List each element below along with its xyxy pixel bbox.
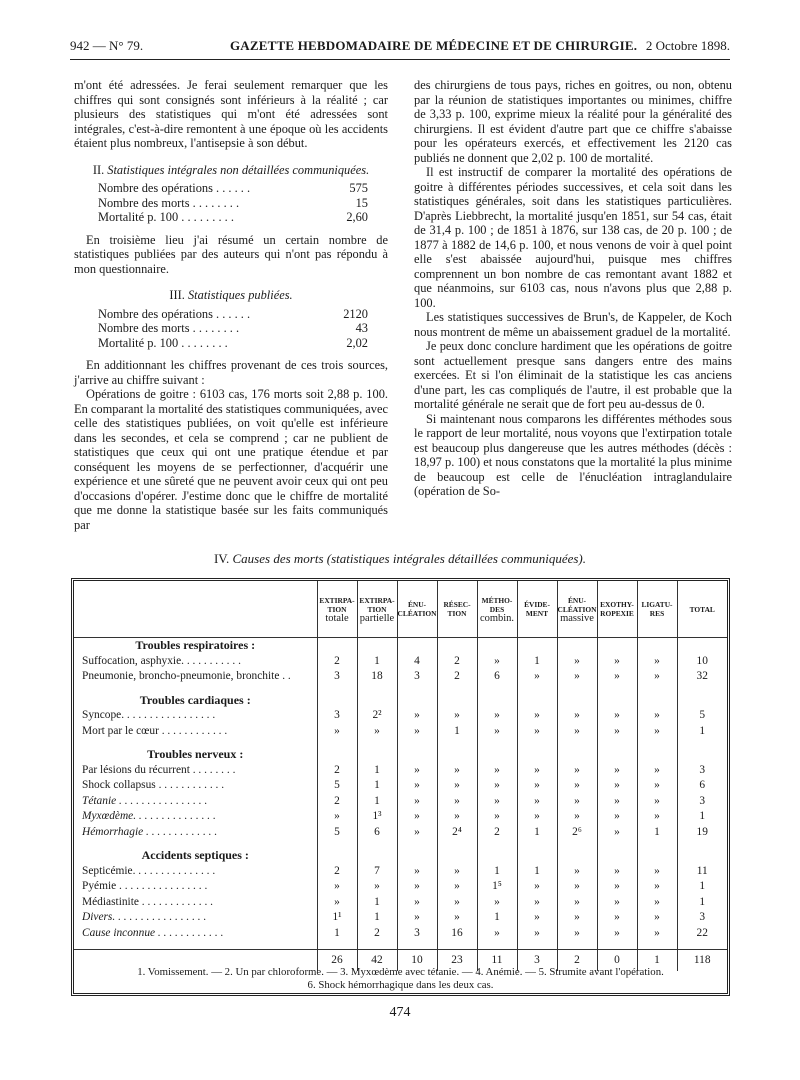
table-cell: » <box>517 926 557 942</box>
table-cell: » <box>437 778 477 794</box>
table-cell: » <box>397 825 437 841</box>
page-folio: 474 <box>389 1005 411 1020</box>
table-cell: » <box>637 809 677 825</box>
table-cell: » <box>637 778 677 794</box>
table-cell: » <box>477 809 517 825</box>
footnote-line: 1. Vomissement. — 2. Un par chloroforme. — 3. Myxœdème avec tétanie. — 4. Anémie. — 5. Strumite avant l'opération. <box>137 966 664 978</box>
table-cell: 1 <box>477 910 517 926</box>
section-heading-iii: III. Statistiques publiées. <box>169 288 293 302</box>
table-row <box>74 825 727 841</box>
column-header: ÉVIDE- MENT <box>517 581 557 638</box>
table-row <box>74 708 727 724</box>
journal-title: GAZETTE HEBDOMADAIRE DE MÉDECINE ET DE CHIRURGIE. <box>230 38 638 53</box>
table-row <box>74 895 727 911</box>
table-cell: 32 <box>677 669 727 685</box>
table-cell: 2⁴ <box>437 825 477 841</box>
table-cell: » <box>517 763 557 779</box>
table-cell: » <box>637 763 677 779</box>
table-cell: 18 <box>357 669 397 685</box>
cause-label: Hémorrhagie . . . . . . . . . . . . . <box>82 825 218 838</box>
table-cell: » <box>397 794 437 810</box>
table-cell: 1 <box>677 895 727 911</box>
table-row <box>74 778 727 794</box>
table-cell: 2 <box>317 763 357 779</box>
page-number-header: 942 — N° 79. <box>70 38 144 53</box>
footnote-line: 6. Shock hémorrhagique dans les deux cas. <box>307 979 494 991</box>
stat-row: Nombre des opérations . . . . . . 575 <box>98 181 368 195</box>
cause-label: Myxœdème. . . . . . . . . . . . . . . <box>82 810 216 822</box>
table-cell: 6 <box>357 825 397 841</box>
table-row <box>74 879 727 895</box>
table-cell: » <box>597 794 637 810</box>
table-cell: 1 <box>357 654 397 670</box>
table-cell: » <box>557 763 597 779</box>
table-cell: » <box>597 724 637 740</box>
table-cell: 6 <box>677 778 727 794</box>
paragraph: Je peux donc conclure hardiment que les opérations de goitre sont actuellement presque sans dangers entre des mains exercées. Et si l'on éliminait de la statistique les cas anciens d'une part, les cas compliqués de l'autre, il est probable que la mortalité générale ne serait que de fort peu au-dessus de 0. <box>414 339 732 411</box>
paragraph: Si maintenant nous comparons les différentes méthodes sous le rapport de leur mortalité, nous voyons que l'extirpation totale est beaucoup plus dangereuse que les autres méthodes (décès : 18,97 p. 100) et nous constatons que la mortalité la plus minime de beaucoup est celle de l'énucléation intraglandulaire (opération de So- <box>414 411 732 498</box>
left-column <box>74 78 388 532</box>
table-cell: 2² <box>357 708 397 724</box>
table-cell: 7 <box>357 864 397 880</box>
table-cell: » <box>517 669 557 685</box>
right-column <box>414 78 732 499</box>
table-cell: » <box>557 794 597 810</box>
table-caption: IV. Causes des morts (statistiques intégrales détaillées communiquées). <box>213 551 587 566</box>
paragraph: En additionnant les chiffres provenant de ces trois sources, j'arrive au chiffre suivant : <box>74 358 388 387</box>
column-header: TOTAL <box>677 581 727 638</box>
cause-label: Par lésions du récurrent . . . . . . . . <box>82 763 236 776</box>
table-cell: » <box>637 864 677 880</box>
table-cell: 2 <box>477 825 517 841</box>
table-cell: 3 <box>317 708 357 724</box>
table-cell: » <box>397 879 437 895</box>
table-row <box>74 669 727 685</box>
running-header <box>70 38 730 60</box>
total-cell: 11 <box>477 949 517 971</box>
table-cell: » <box>477 926 517 942</box>
table-cell: 2 <box>357 926 397 942</box>
total-cell: 3 <box>517 949 557 971</box>
row-label-header <box>74 581 317 638</box>
table-cell: » <box>517 778 557 794</box>
table-cell: » <box>597 778 637 794</box>
table-cell: » <box>317 724 357 740</box>
column-header: RÉSEC- TION <box>437 581 477 638</box>
table-cell: » <box>557 778 597 794</box>
cause-label: Pneumonie, broncho-pneumonie, bronchite . . <box>82 670 291 682</box>
paragraph: m'ont été adressées. Je ferai seulement remarquer que les chiffres qui sont consignés sont inférieurs à la réalité ; car plusieurs des statistiques qui m'ont été adressées sont intégrales, c'est-à-dire remontent à une époque où les accidents étaient plus nombreux, l'antisepsie à son début. <box>74 78 388 150</box>
table-cell: » <box>637 926 677 942</box>
table-cell: » <box>597 708 637 724</box>
table-cell: 3 <box>397 926 437 942</box>
group-heading-row <box>74 638 727 654</box>
table-cell: » <box>557 926 597 942</box>
group-heading-row <box>74 848 727 864</box>
table-cell: » <box>517 708 557 724</box>
table-cell: » <box>397 864 437 880</box>
paragraph: Il est instructif de comparer la mortalité des opérations de goitre à différentes périodes successives, et cela soit dans les statistiques générales, soit dans les statistiques particulières. D'après Liebbrecht, la mortalité jusqu'en 1851, sur 54 cas, était de 31,4 p. 100 ; de 1851 à 1876, sur 138 cas, de 20 p. 100 ; de 1877 à 1882 de 14,6 p. 100, et nous venons de voir à quel point elle s'est abaissée aujourd'hui, puisque mes chiffres comprennent un bon nombre de cas remontant avant 1882 et que néanmoins, sur 6103 cas, nous n'avons plus que 2,88 p. 100. <box>414 165 732 310</box>
stat-row: Nombre des opérations . . . . . . 2120 <box>98 306 368 321</box>
table-cell: 2 <box>317 654 357 670</box>
table-cell: 1 <box>317 926 357 942</box>
table-cell: » <box>437 794 477 810</box>
table-cell: » <box>437 910 477 926</box>
table-cell: » <box>437 895 477 911</box>
table-row <box>74 794 727 810</box>
table-cell: » <box>597 864 637 880</box>
table-cell: 1 <box>357 910 397 926</box>
table-cell: 3 <box>677 763 727 779</box>
table-cell: » <box>517 794 557 810</box>
total-cell: 26 <box>317 949 357 971</box>
table-cell: 1 <box>677 724 727 740</box>
table-cell: 5 <box>317 778 357 794</box>
table-cell: » <box>637 879 677 895</box>
total-cell: 10 <box>397 949 437 971</box>
table-cell: » <box>477 654 517 670</box>
table-cell: » <box>517 879 557 895</box>
table-row <box>74 910 727 926</box>
cause-label: Divers. . . . . . . . . . . . . . . . . <box>82 911 207 923</box>
section-heading-ii: II. Statistiques intégrales non détaillées communiquées. <box>92 162 370 177</box>
table-row <box>74 724 727 740</box>
table-cell: » <box>437 708 477 724</box>
table-cell: » <box>637 895 677 911</box>
table-cell: 22 <box>677 926 727 942</box>
table-cell: » <box>557 809 597 825</box>
table-cell: » <box>317 895 357 911</box>
table-cell: » <box>597 895 637 911</box>
total-cell: 0 <box>597 949 637 971</box>
table-cell: » <box>557 654 597 670</box>
table-cell: » <box>597 825 637 841</box>
column-header: EXTIRPA- TION partielle <box>357 581 397 638</box>
group-title: Accidents septiques : <box>141 848 249 862</box>
table-cell: » <box>637 794 677 810</box>
stat-row: Nombre des morts . . . . . . . . 15 <box>98 195 368 210</box>
table-cell: 1 <box>517 654 557 670</box>
total-cell: 23 <box>437 949 477 971</box>
table-cell: 3 <box>677 910 727 926</box>
table-cell: » <box>597 910 637 926</box>
table-cell: » <box>317 879 357 895</box>
table-cell: 1 <box>677 809 727 825</box>
column-header: EXOTHY- ROPEXIE <box>597 581 637 638</box>
table-cell: » <box>437 763 477 779</box>
table-cell: » <box>357 879 397 895</box>
column-header: LIGATU- RES <box>637 581 677 638</box>
group-heading-row <box>74 693 727 709</box>
table-cell: 1 <box>517 864 557 880</box>
table-cell: » <box>437 879 477 895</box>
table-cell: » <box>397 809 437 825</box>
table-cell: » <box>437 809 477 825</box>
table-cell: » <box>517 809 557 825</box>
column-header: ÉNU- CLÉATION <box>397 581 437 638</box>
table-cell: 1 <box>677 879 727 895</box>
table-cell: » <box>517 895 557 911</box>
table-cell: 1 <box>357 895 397 911</box>
cause-label: Pyémie . . . . . . . . . . . . . . . . <box>82 880 208 892</box>
table-cell: » <box>517 910 557 926</box>
table-cell: 6 <box>477 669 517 685</box>
cause-label: Tétanie . . . . . . . . . . . . . . . . <box>82 794 208 807</box>
table-cell: 11 <box>677 864 727 880</box>
table-cell: » <box>397 778 437 794</box>
table-row <box>74 926 727 942</box>
table-cell: » <box>557 864 597 880</box>
column-header: EXTIRPA- TION totale <box>317 581 357 638</box>
table-cell: » <box>477 708 517 724</box>
table-cell: » <box>637 669 677 685</box>
table-cell: » <box>397 763 437 779</box>
table-cell: 2⁶ <box>557 825 597 841</box>
table-cell: » <box>597 654 637 670</box>
table-row <box>74 763 727 779</box>
table-cell: 10 <box>677 654 727 670</box>
total-cell: 2 <box>557 949 597 971</box>
table-cell: 1¹ <box>317 910 357 926</box>
table-cell: 3 <box>677 794 727 810</box>
table-cell: » <box>637 724 677 740</box>
table-cell: 2 <box>437 654 477 670</box>
table-cell: 19 <box>677 825 727 841</box>
table-cell: 2 <box>437 669 477 685</box>
table-cell: » <box>597 879 637 895</box>
cause-label: Cause inconnue . . . . . . . . . . . . <box>82 926 224 939</box>
issue-date: 2 Octobre 1898. <box>645 38 730 53</box>
paragraph: En troisième lieu j'ai résumé un certain nombre de statistiques publiées par des auteurs qui n'ont pas répondu à mon questionnaire. <box>74 232 388 276</box>
causes-of-death-table <box>71 578 730 996</box>
header-rule <box>70 59 730 60</box>
table-cell: » <box>397 895 437 911</box>
table-cell: » <box>477 763 517 779</box>
group-heading-row <box>74 747 727 763</box>
table-cell: 3 <box>317 669 357 685</box>
cause-label: Médiastinite . . . . . . . . . . . . . <box>82 895 213 908</box>
table-cell: 1³ <box>357 809 397 825</box>
cause-label: Syncope. . . . . . . . . . . . . . . . . <box>82 709 216 721</box>
table-cell: 3 <box>397 669 437 685</box>
table-row <box>74 864 727 880</box>
paragraph: Les statistiques successives de Brun's, de Kappeler, de Koch nous montrent de même un abaissement graduel de la mortalité. <box>414 310 732 339</box>
table-cell: » <box>437 864 477 880</box>
table-cell: » <box>597 809 637 825</box>
table-cell: » <box>557 910 597 926</box>
table-cell: » <box>597 669 637 685</box>
table-cell: » <box>557 724 597 740</box>
table-cell: » <box>557 669 597 685</box>
table-cell: » <box>557 895 597 911</box>
table-row <box>74 809 727 825</box>
table-cell: » <box>317 809 357 825</box>
table-cell: 5 <box>677 708 727 724</box>
table-cell: 5 <box>317 825 357 841</box>
group-title: Troubles nerveux : <box>147 747 244 761</box>
table-cell: 1 <box>477 864 517 880</box>
cause-label: Shock collapsus . . . . . . . . . . . . <box>82 779 225 791</box>
table-cell: 2 <box>317 864 357 880</box>
table-cell: » <box>517 724 557 740</box>
total-cell: 42 <box>357 949 397 971</box>
total-cell: 118 <box>677 949 727 971</box>
table-cell: 1 <box>357 763 397 779</box>
table-cell: » <box>477 794 517 810</box>
table-cell: 16 <box>437 926 477 942</box>
cause-label: Septicémie. . . . . . . . . . . . . . . <box>82 864 216 877</box>
table-cell: 1 <box>517 825 557 841</box>
table-cell: 1⁵ <box>477 879 517 895</box>
table-cell: 1 <box>357 794 397 810</box>
group-title: Troubles cardiaques : <box>139 692 251 707</box>
column-header: MÉTHO- DES combin. <box>477 581 517 638</box>
table-cell: » <box>637 708 677 724</box>
stat-row: Mortalité p. 100 . . . . . . . . 2,02 <box>98 335 368 350</box>
group-title: Troubles respiratoires : <box>135 638 256 652</box>
table-cell: 1 <box>437 724 477 740</box>
table-cell: 2 <box>317 794 357 810</box>
table-cell: » <box>477 778 517 794</box>
paragraph: Opérations de goitre : 6103 cas, 176 morts soit 2,88 p. 100. En comparant la mortalité des statistiques communiquées, avec celle des statistiques publiées, on voit qu'elle est inférieure dans les secondes, et cela se comprend ; car ne publient de statistiques que ceux qui ont une pratique étendue et par conséquent les moyens de se perfectionner, d'acquérir une expérience et une sûreté que ne peuvent avoir ceux qui ont peu d'occasions d'opérer. J'estime donc que le chiffre de mortalité que me donne la statistique basée sur les faits communiqués par <box>74 387 388 532</box>
table-cell: » <box>397 708 437 724</box>
table-cell: » <box>597 763 637 779</box>
table-cell: » <box>557 879 597 895</box>
table-cell: » <box>397 724 437 740</box>
paragraph: des chirurgiens de tous pays, riches en goitres, ou non, obtenu par la réunion de statistiques importantes ou minimes, chiffre de 3,33 p. 100, exprime mieux la réalité pour la généralité des chirurgiens. Il est évident d'autre part que ce chiffre s'abaisse pour les opérateurs exercés, et effectivement les 2120 cas publiés ne donnent que 2,02 p. 100 de mortalité. <box>414 78 732 165</box>
table-cell: » <box>597 926 637 942</box>
table-cell: » <box>477 895 517 911</box>
table-cell: » <box>477 724 517 740</box>
table-cell: » <box>637 654 677 670</box>
table-cell: » <box>557 708 597 724</box>
footnotes <box>73 966 728 992</box>
table-cell: 4 <box>397 654 437 670</box>
cause-label: Suffocation, asphyxie. . . . . . . . . . . <box>82 654 241 667</box>
table-cell: 1 <box>357 778 397 794</box>
column-header: ÉNU- CLÉATION massive <box>557 581 597 638</box>
stat-row: Nombre des morts . . . . . . . . 43 <box>98 321 368 335</box>
cause-label: Mort par le cœur . . . . . . . . . . . . <box>82 724 228 737</box>
table-cell: » <box>397 910 437 926</box>
table-cell: » <box>637 910 677 926</box>
table-cell: » <box>357 724 397 740</box>
stat-row: Mortalité p. 100 . . . . . . . . . 2,60 <box>98 210 368 224</box>
total-cell: 1 <box>637 949 677 971</box>
table-row <box>74 654 727 670</box>
table-cell: 1 <box>637 825 677 841</box>
